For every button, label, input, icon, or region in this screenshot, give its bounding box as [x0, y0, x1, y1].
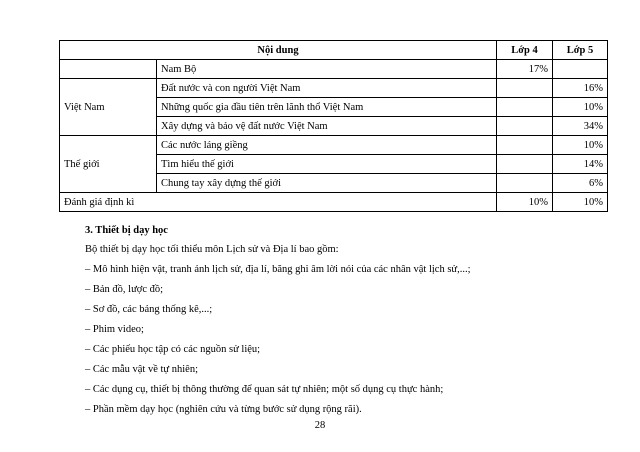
grade-5-cell: 16% — [553, 79, 608, 98]
table-row — [60, 136, 608, 155]
grade-4-cell: 17% — [497, 60, 553, 79]
assessment-row — [60, 193, 608, 212]
section-intro: Bộ thiết bị dạy học tối thiểu môn Lịch sử và Địa lí bao gồm: — [85, 244, 339, 255]
table-row — [60, 79, 608, 98]
assessment-grade-5: 10% — [553, 193, 608, 212]
assessment-label: Đánh giá định kì — [60, 193, 497, 212]
grade-4-cell — [497, 136, 553, 155]
grade-4-cell — [497, 155, 553, 174]
assessment-grade-4: 10% — [497, 193, 553, 212]
list-item: – Mô hình hiện vật, tranh ảnh lịch sử, địa lí, băng ghi âm lời nói của các nhân vật lịch sử,...; — [85, 264, 471, 275]
grade-4-cell — [497, 79, 553, 98]
section-heading: 3. Thiết bị dạy học — [85, 225, 168, 236]
grade-5-cell — [553, 60, 608, 79]
group-cell-vietnam: Việt Nam — [60, 79, 157, 136]
grade-5-cell: 10% — [553, 136, 608, 155]
table-header-row — [60, 41, 608, 60]
list-item: – Các phiếu học tập có các nguồn sử liệu; — [85, 344, 261, 355]
list-item: – Các mẫu vật về tự nhiên; — [85, 364, 198, 375]
group-cell-world: Thế giới — [60, 136, 157, 193]
list-item: – Bản đồ, lược đồ; — [85, 284, 164, 295]
grade-5-cell: 6% — [553, 174, 608, 193]
header-grade-4: Lớp 4 — [497, 41, 553, 60]
topic-cell: Chung tay xây dựng thế giới — [157, 174, 497, 193]
header-grade-5: Lớp 5 — [553, 41, 608, 60]
list-item: – Sơ đồ, các bảng thống kê,...; — [85, 304, 213, 315]
grade-5-cell: 14% — [553, 155, 608, 174]
topic-cell: Đất nước và con người Việt Nam — [157, 79, 497, 98]
equipment-section — [85, 224, 605, 423]
topic-cell: Nam Bộ — [157, 60, 497, 79]
topic-cell: Tìm hiểu thế giới — [157, 155, 497, 174]
grade-5-cell: 34% — [553, 117, 608, 136]
topic-cell: Các nước láng giềng — [157, 136, 497, 155]
topic-cell: Những quốc gia đầu tiên trên lãnh thổ Việt Nam — [157, 98, 497, 117]
grade-5-cell: 10% — [553, 98, 608, 117]
grade-4-cell — [497, 174, 553, 193]
list-item: – Phim video; — [85, 324, 144, 335]
table-row — [60, 60, 608, 79]
topic-cell: Xây dựng và bảo vệ đất nước Việt Nam — [157, 117, 497, 136]
list-item: – Phần mềm dạy học (nghiên cứu và từng bước sử dụng rộng rãi). — [85, 404, 362, 415]
curriculum-time-allocation-table — [59, 40, 608, 212]
grade-4-cell — [497, 117, 553, 136]
header-content: Nội dung — [60, 41, 497, 60]
group-cell — [60, 60, 157, 79]
list-item: – Các dụng cụ, thiết bị thông thường để quan sát tự nhiên; một số dụng cụ thực hành; — [85, 384, 444, 395]
page-number: 28 — [314, 420, 326, 431]
grade-4-cell — [497, 98, 553, 117]
